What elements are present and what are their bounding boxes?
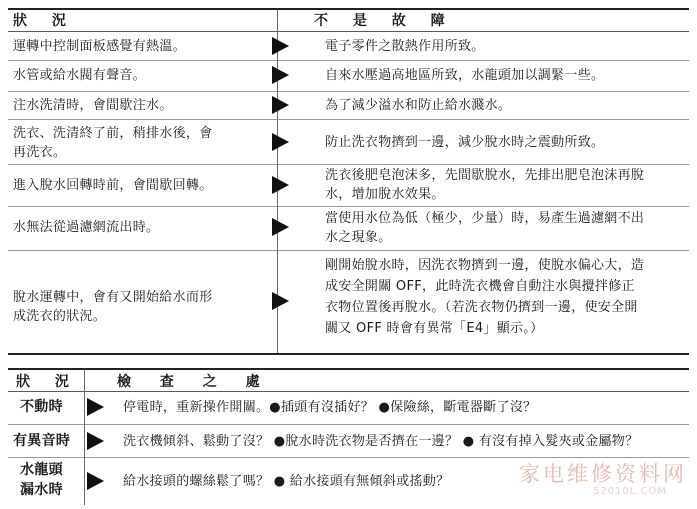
explanation-text: 水，增加脫水效果。 (325, 187, 445, 202)
watermark-text: 家电维修资料网 (519, 462, 687, 486)
arrow-icon (87, 472, 104, 490)
row-divider (8, 91, 689, 92)
explanation-text: 為了減少溢水和防止給水濺水。 (325, 98, 512, 113)
row-divider (8, 206, 689, 207)
situation-text: 注水洗清時，會間歇注水。 (13, 98, 173, 113)
explanation-text: 防止洗衣物擠到一邊，減少脫水時之震動所致。 (325, 135, 605, 150)
explanation-text: 成安全開關 OFF，此時洗衣機會自動注水與攪拌修正 (325, 279, 635, 294)
table2-header-situation: 狀 況 (16, 374, 79, 390)
row-divider (8, 164, 689, 165)
row-divider (8, 424, 689, 425)
explanation-text: 衣物位置後再脫水。（若洗衣物仍擠到一邊，使安全開 (325, 300, 638, 315)
situation-text: 進入脫水回轉時前，會間歇回轉。 (13, 178, 213, 193)
situation-text: 運轉中控制面板感覺有熱溫。 (13, 39, 186, 54)
table1-bottom-border (8, 353, 689, 355)
arrow-icon (272, 218, 289, 236)
table2-header-divider (8, 391, 689, 392)
explanation-text: 自來水壓過高地區所致，水龍頭加以調緊一些。 (325, 68, 605, 83)
arrow-icon (87, 432, 104, 450)
row-divider (8, 119, 689, 120)
explanation-text: 洗衣後肥皂泡沫多，先間歇脫水，先排出肥皂泡沫再脫 (325, 168, 645, 183)
table1-header-not-fault: 不 是 故 障 (314, 13, 455, 29)
check-text: 洗衣機傾斜、鬆動了沒？ ●脫水時洗衣物是否擠在一邊？ ● 有沒有掉入髮夾或金屬物？ (123, 434, 639, 449)
table2-column-divider (84, 369, 85, 505)
watermark-subtext: 52010L.COM (592, 486, 667, 497)
situation-text: 脫水運轉中，會有又開始給水而形 (13, 290, 213, 305)
check-text: 給水接頭的螺絲鬆了嗎？ ● 給水接頭有無傾斜或搖動？ (123, 474, 450, 489)
row-divider (8, 60, 689, 61)
situation-text: 水無法從過濾網流出時。 (13, 220, 160, 235)
arrow-icon (272, 66, 289, 84)
arrow-icon (87, 398, 104, 416)
table1-header-divider (8, 31, 689, 32)
situation-text: 成洗衣的狀況。 (13, 309, 107, 324)
arrow-icon (272, 133, 289, 151)
explanation-text: 剛開始脫水時，因洗衣物擠到一邊，使脫水偏心大，造 (325, 258, 645, 273)
check-text: 停電時，重新操作開關。●插頭有沒插好？ ●保險絲，斷電器斷了沒？ (123, 400, 537, 415)
explanation-text: 電子零件之散熱作用所致。 (325, 39, 485, 54)
situation-text: 不動時 (20, 399, 63, 415)
arrow-icon (272, 176, 289, 194)
explanation-text: 關又 OFF 時會有異常「E4」顯示。） (325, 321, 544, 336)
table1-header-situation: 狀 況 (13, 13, 76, 29)
arrow-icon (272, 292, 289, 310)
table2-header-check: 檢 查 之 處 (117, 374, 272, 390)
situation-text: 漏水時 (20, 482, 63, 498)
table2-top-border (8, 368, 689, 370)
explanation-text: 水之現象。 (325, 230, 392, 245)
situation-text: 水龍頭 (20, 462, 63, 478)
situation-text: 再洗衣。 (13, 145, 67, 160)
situation-text: 有異音時 (13, 433, 71, 449)
situation-text: 水管或給水閥有聲音。 (13, 68, 147, 83)
explanation-text: 當使用水位為低（極少，少量）時，易產生過濾網不出 (325, 211, 645, 226)
arrow-icon (272, 96, 289, 114)
arrow-icon (272, 37, 289, 55)
situation-text: 洗衣、洗清終了前，稍排水後，會 (13, 126, 213, 141)
row-divider (8, 250, 689, 251)
